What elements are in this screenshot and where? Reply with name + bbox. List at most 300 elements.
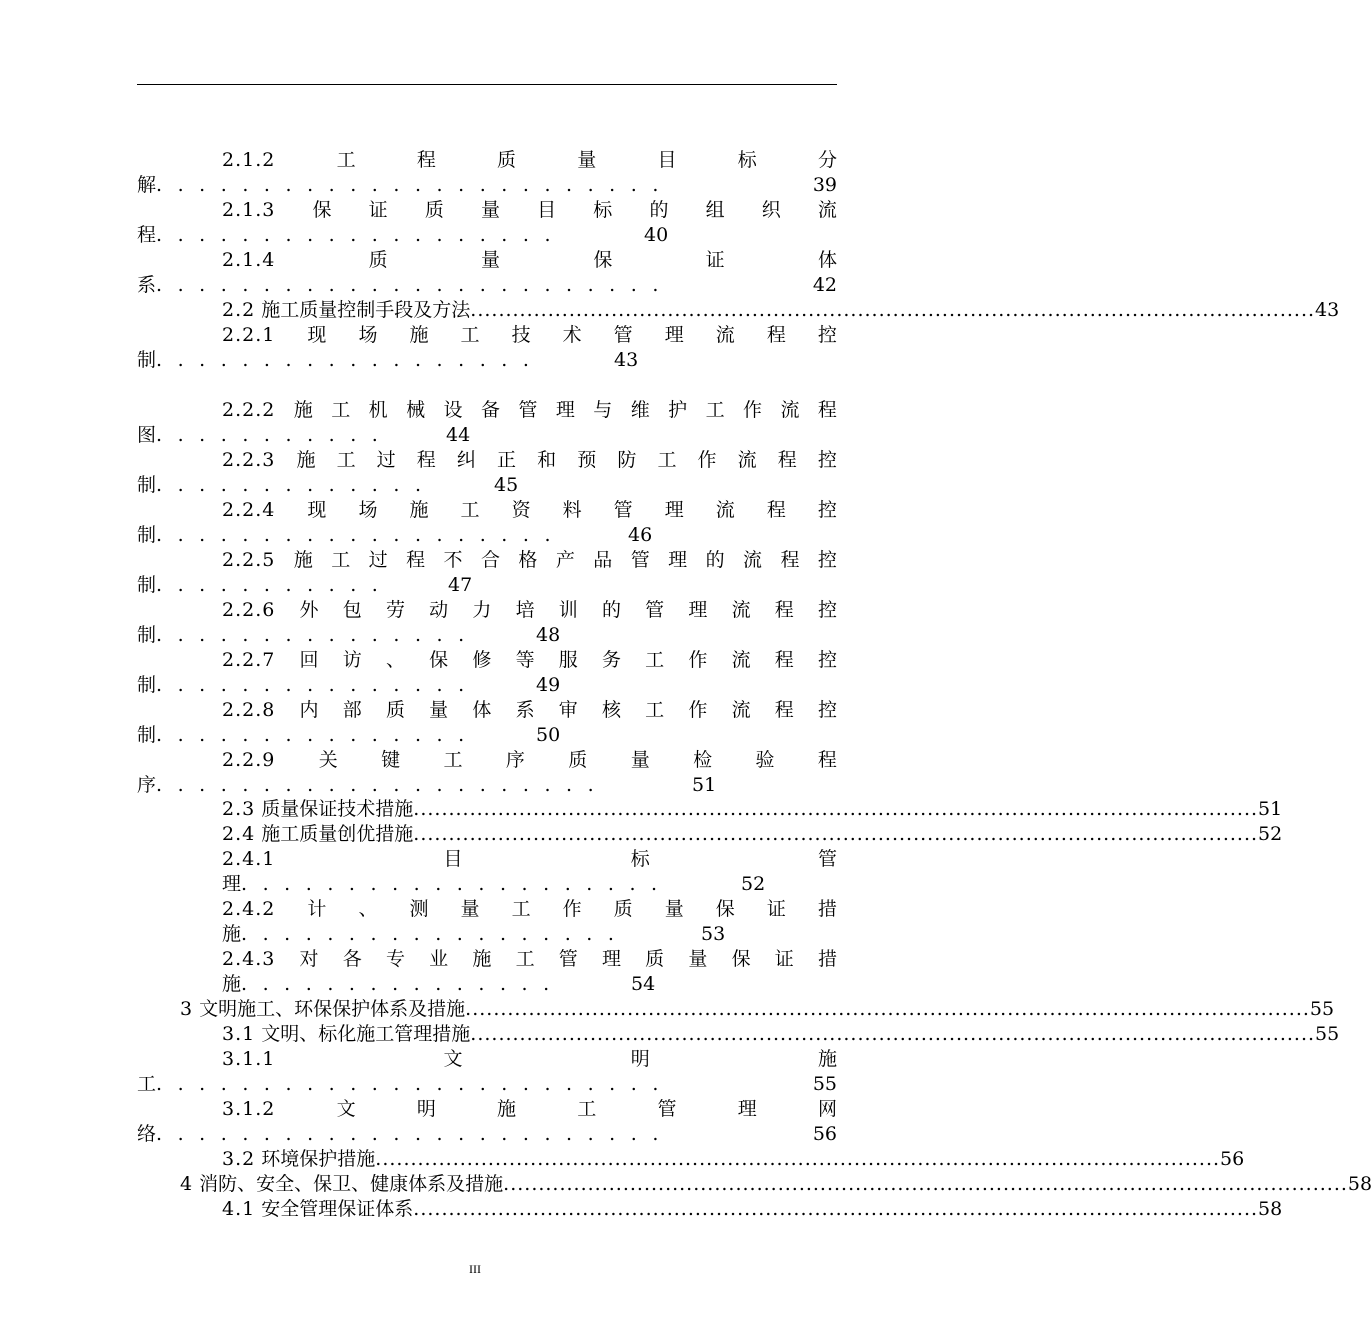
toc-entry-title-line[interactable] [222,648,837,673]
toc-entry-leader-line[interactable] [137,473,518,498]
title-char: 理 [737,1098,757,1120]
section-number: 4.1 [222,1198,256,1220]
title-char: 目 [657,149,677,171]
title-char: 程 [406,549,426,571]
title-char: 工 [577,1098,597,1120]
title-char: 工 [515,948,535,970]
dot-leader: . . . . . . . . . . . . . . . . . . . [156,224,551,246]
title-char: 修 [472,649,492,671]
title-char: 保 [715,898,735,920]
section-number: 2.4.3 [222,948,276,970]
title-char: 和 [537,449,557,471]
toc-entry-leader-line[interactable] [137,673,560,698]
title-char: 流 [780,399,800,421]
page-number-ref: 55 [812,1073,837,1095]
toc-entry-leader-line[interactable] [137,1122,837,1147]
title-char: 计 [307,898,327,920]
title-char: 理 [664,324,684,346]
title-char: 合 [480,549,500,571]
title-char: 流 [817,199,837,221]
section-number: 2.2.6 [222,599,276,621]
section-number: 2.2.1 [222,324,276,346]
title-char: 对 [299,948,319,970]
toc-entry-title-line[interactable] [222,1047,837,1072]
title-char: 现 [307,499,327,521]
page-number: III [469,1262,481,1276]
page-number-ref: 53 [701,923,726,945]
title-char: 验 [755,749,775,771]
dot-leader: . . . . . . . . . . . [156,574,378,596]
title-char: 工 [443,749,463,771]
title-char: 质 [368,249,388,271]
section-number: 3.1.2 [222,1098,276,1120]
toc-entry-title-line[interactable] [222,897,837,922]
page-number-ref: 56 [1220,1148,1245,1170]
page-number-ref: 43 [614,349,639,371]
title-char: 正 [497,449,517,471]
toc-entry-line[interactable] [180,997,1335,1022]
title-char: 程 [766,499,786,521]
title-char: 施 [296,449,316,471]
toc-entry-title-line[interactable] [222,548,837,573]
toc-entry-title-line[interactable] [222,248,837,273]
title-char: 控 [817,549,837,571]
section-number: 2.4.1 [222,848,276,870]
section-number: 2.2.9 [222,749,276,771]
title-char: 专 [385,948,405,970]
title-char: 务 [601,649,621,671]
title-char: 管 [630,549,650,571]
dot-leader: . . . . . . . . . . . . . . . [241,973,550,995]
section-number: 2.2.7 [222,649,276,671]
title-char: 作 [743,399,763,421]
title-char: 外 [299,599,319,621]
toc-entry-line[interactable] [180,1172,1372,1197]
title-char: 管 [657,1098,677,1120]
dot-leader: . . . . . . . . . . . . . . . . . . . . . [156,774,594,796]
title-char: 纠 [456,449,476,471]
toc-entry-continuation: 络 [137,1123,157,1145]
title-char: 管 [613,499,633,521]
dot-leader: . . . . . . . . . . . . . . . . . . [156,349,529,371]
toc-entry-continuation: 制 [137,349,157,371]
title-char: 管 [817,848,837,870]
title-char: 护 [668,399,688,421]
toc-entry-title-line[interactable] [222,498,837,523]
title-char: 质 [645,948,665,970]
title-char: 预 [577,449,597,471]
page-number-ref: 45 [494,474,519,496]
toc-entry-title-line[interactable] [222,398,837,423]
title-char: 明 [630,1048,650,1070]
title-char: 保 [593,249,613,271]
toc-entry-title-line[interactable] [222,947,837,972]
page-number-ref: 44 [446,424,471,446]
title-char: 施 [817,1048,837,1070]
title-char: 与 [593,399,613,421]
title-char: 包 [342,599,362,621]
toc-entry-continuation: 图 [137,424,157,446]
dot-leader: . . . . . . . . . . . . . . . . . . . . . . . . [156,1073,659,1095]
title-char: 作 [697,449,717,471]
title-char: 技 [511,324,531,346]
title-char: 证 [774,948,794,970]
dot-leader: . . . . . . . . . . . . . . . . . . . . . . . . [156,274,659,296]
title-char: 管 [613,324,633,346]
title-char: 动 [429,599,449,621]
toc-entry-title-line[interactable] [222,748,837,773]
toc-entry-line[interactable] [222,797,1283,822]
toc-entry-continuation: 制 [137,474,157,496]
title-char: 流 [715,324,735,346]
title-char: 量 [664,898,684,920]
page-number-ref: 52 [1258,823,1283,845]
title-char: 工 [645,649,665,671]
title-char: 施 [409,324,429,346]
section-number: 3 [180,998,194,1020]
page-number-ref: 50 [536,724,561,746]
title-char: 访 [342,649,362,671]
title-char: 控 [817,699,837,721]
title-char: 措 [817,948,837,970]
title-char: 量 [480,199,500,221]
title-char: 关 [318,749,338,771]
toc-entry-continuation: 制 [137,524,157,546]
toc-entry-continuation: 理 [222,873,242,895]
toc-entry-leader-line[interactable] [137,423,470,448]
page-number-ref: 56 [812,1123,837,1145]
section-number: 2.2.4 [222,499,276,521]
page-number-ref: 46 [628,524,653,546]
toc-entry-continuation: 工 [137,1073,157,1095]
title-char: 作 [688,699,708,721]
title-char: 训 [558,599,578,621]
dot-leader: ........................................................................................................................ [375,1148,1221,1170]
toc-entry-title: 消防、安全、保卫、健康体系及措施 [199,1173,504,1195]
dot-leader: . . . . . . . . . . . [156,424,378,446]
toc-entry-leader-line[interactable] [137,773,716,798]
page-number-ref: 40 [644,224,669,246]
title-char: 程 [817,399,837,421]
title-char: 文 [443,1048,463,1070]
section-number: 2.1.4 [222,249,276,271]
title-char: 流 [731,699,751,721]
title-char: 理 [601,948,621,970]
title-char: 场 [358,499,378,521]
title-char: 现 [307,324,327,346]
title-char: 施 [293,549,313,571]
toc-entry-leader-line[interactable] [137,273,837,298]
page-number-ref: 54 [631,973,656,995]
section-number: 2.1.3 [222,199,276,221]
title-char: 措 [817,898,837,920]
title-char: 核 [601,699,621,721]
title-char: 分 [817,149,837,171]
toc-entry-leader-line[interactable] [137,173,837,198]
title-char: 施 [472,948,492,970]
title-char: 量 [429,699,449,721]
title-char: 施 [293,399,313,421]
toc-entry-title: 施工质量创优措施 [261,823,414,845]
title-char: 工 [511,898,531,920]
title-char: 工 [336,449,356,471]
toc-entry-title-line[interactable] [222,323,837,348]
title-char: 工 [657,449,677,471]
dot-leader: ........................................................................................................................ [470,299,1316,321]
title-char: 培 [515,599,535,621]
title-char: 械 [406,399,426,421]
section-number: 2.4.2 [222,898,276,920]
toc-entry-continuation: 序 [137,774,157,796]
title-char: 目 [443,848,463,870]
toc-entry-leader-line[interactable] [222,872,765,897]
page-number-ref: 47 [448,574,473,596]
toc-entry-continuation: 施 [222,923,242,945]
toc-entry-title-line[interactable] [222,698,837,723]
title-char: 机 [368,399,388,421]
toc-entry-leader-line[interactable] [137,723,560,748]
title-char: 质 [497,149,517,171]
title-char: 织 [761,199,781,221]
title-char: 产 [555,549,575,571]
section-number: 2.4 [222,823,256,845]
title-char: 工 [705,399,725,421]
dot-leader: ........................................................................................................................ [503,1173,1348,1195]
title-char: 服 [558,649,578,671]
title-char: 标 [630,848,650,870]
toc-entry-continuation: 制 [137,724,157,746]
dot-leader: . . . . . . . . . . . . . . . . . . . . . . . . [156,1123,659,1145]
toc-entry-title-line[interactable] [222,148,837,173]
title-char: 不 [443,549,463,571]
toc-entry-leader-line[interactable] [137,1072,837,1097]
title-char: 内 [299,699,319,721]
title-char: 业 [429,948,449,970]
page-number-ref: 48 [536,624,561,646]
title-char: 品 [593,549,613,571]
title-char: 保 [312,199,332,221]
toc-entry-line[interactable] [222,822,1283,847]
title-char: 工 [460,324,480,346]
title-char: 保 [429,649,449,671]
title-char: 的 [601,599,621,621]
toc-entry-continuation: 解 [137,174,157,196]
title-char: 程 [774,649,794,671]
toc-entry-line[interactable] [222,1147,1245,1172]
toc-entry-title: 文明、标化施工管理措施 [261,1023,471,1045]
title-char: 工 [460,499,480,521]
title-char: 程 [780,549,800,571]
dot-leader: . . . . . . . . . . . . . . . [156,624,465,646]
title-char: 流 [731,599,751,621]
title-char: 部 [342,699,362,721]
title-char: 文 [336,1098,356,1120]
toc-entry-title-line[interactable] [222,1097,837,1122]
title-char: 标 [737,149,757,171]
title-char: 资 [511,499,531,521]
title-char: 程 [416,149,436,171]
title-char: 控 [817,449,837,471]
title-char: 过 [368,549,388,571]
title-char: 理 [555,399,575,421]
title-char: 力 [472,599,492,621]
section-number: 2.2.2 [222,399,276,421]
title-char: 网 [817,1098,837,1120]
title-char: 理 [668,549,688,571]
section-number: 2.2.8 [222,699,276,721]
title-char: 键 [381,749,401,771]
toc-entry-continuation: 程 [137,224,157,246]
toc-entry-continuation: 系 [137,274,157,296]
title-char: 质 [568,749,588,771]
title-char: 证 [766,898,786,920]
toc-entry-leader-line[interactable] [137,623,560,648]
title-char: 证 [705,249,725,271]
title-char: 工 [336,149,356,171]
section-number: 2.3 [222,798,256,820]
title-char: 系 [515,699,535,721]
dot-leader: ........................................................................................................................ [413,1198,1259,1220]
title-char: 量 [688,948,708,970]
toc-entry-line[interactable] [222,1197,1283,1222]
section-number: 2.2 [222,299,256,321]
title-char: 量 [577,149,597,171]
toc-entry-title-line[interactable] [222,847,837,872]
title-char: 工 [331,549,351,571]
title-char: 控 [817,599,837,621]
title-char: 施 [497,1098,517,1120]
page-number-ref: 58 [1258,1198,1283,1220]
dot-leader: . . . . . . . . . . . . . . . [156,674,465,696]
title-char: 目 [537,199,557,221]
toc-entry-continuation: 制 [137,674,157,696]
title-char: 理 [688,599,708,621]
section-number: 3.1 [222,1023,256,1045]
title-char: 控 [817,499,837,521]
title-char: 各 [342,948,362,970]
title-char: 施 [409,499,429,521]
toc-entry-line[interactable] [222,298,1340,323]
title-char: 备 [480,399,500,421]
toc-entry-leader-line[interactable] [137,348,638,373]
title-char: 过 [376,449,396,471]
page-number-ref: 55 [1309,998,1335,1020]
page-number-ref: 58 [1347,1173,1372,1195]
dot-leader: . . . . . . . . . . . . . . . . . . . . [241,873,658,895]
title-char: 流 [715,499,735,521]
title-char: 工 [331,399,351,421]
section-number: 2.1.2 [222,149,276,171]
dot-leader: ........................................................................................................................ [413,823,1259,845]
title-char: 体 [817,249,837,271]
toc-entry-title: 文明施工、环保保护体系及措施 [199,998,466,1020]
title-char: 测 [409,898,429,920]
title-char: 序 [505,749,525,771]
page-number-ref: 42 [812,274,837,296]
dot-leader: ........................................................................................................................ [470,1023,1316,1045]
title-char: 流 [743,549,763,571]
title-char: 管 [645,599,665,621]
toc-entry-title-line[interactable] [222,598,837,623]
title-char: 程 [416,449,436,471]
dot-leader: ........................................................................................................................ [465,998,1310,1020]
dot-leader: . . . . . . . . . . . . . . . [156,724,465,746]
title-char: 的 [705,549,725,571]
page-number-ref: 51 [1258,798,1283,820]
title-char: 流 [731,649,751,671]
title-char: 程 [774,599,794,621]
title-char: 管 [558,948,578,970]
toc-entry-title: 质量保证技术措施 [261,798,414,820]
title-char: 量 [460,898,480,920]
dot-leader: . . . . . . . . . . . . . . . . . . [241,923,614,945]
title-char: 质 [424,199,444,221]
toc-entry-line[interactable] [222,1022,1340,1047]
title-char: 理 [664,499,684,521]
page-number-ref: 39 [812,174,837,196]
toc-entry-leader-line[interactable] [137,523,652,548]
title-char: 、 [358,898,378,920]
title-char: 程 [777,449,797,471]
title-char: 控 [817,324,837,346]
title-char: 防 [617,449,637,471]
title-char: 维 [630,399,650,421]
title-char: 回 [299,649,319,671]
page-number-ref: 51 [692,774,717,796]
title-char: 组 [705,199,725,221]
page-number-ref: 52 [741,873,766,895]
title-char: 检 [693,749,713,771]
toc-entry-title-line[interactable] [222,198,837,223]
title-char: 术 [562,324,582,346]
title-char: 量 [630,749,650,771]
title-char: 的 [649,199,669,221]
toc-entry-leader-line[interactable] [222,972,655,997]
dot-leader: . . . . . . . . . . . . . [156,474,422,496]
dot-leader: . . . . . . . . . . . . . . . . . . . . . . . . [156,174,659,196]
title-char: 管 [518,399,538,421]
title-char: 程 [817,749,837,771]
page-number-ref: 43 [1315,299,1340,321]
toc-entry-leader-line[interactable] [137,573,472,598]
title-char: 明 [416,1098,436,1120]
title-char: 保 [731,948,751,970]
title-char: 设 [443,399,463,421]
title-char: 证 [368,199,388,221]
toc-entry-continuation: 制 [137,574,157,596]
title-char: 作 [688,649,708,671]
title-char: 、 [385,649,405,671]
section-number: 3.1.1 [222,1048,276,1070]
section-number: 4 [180,1173,194,1195]
title-char: 等 [515,649,535,671]
toc-entry-leader-line[interactable] [222,922,725,947]
section-number: 2.2.5 [222,549,276,571]
title-char: 程 [774,699,794,721]
toc-entry-title: 安全管理保证体系 [261,1198,414,1220]
toc-entry-title-line[interactable] [222,448,837,473]
title-char: 格 [518,549,538,571]
toc-entry-continuation: 制 [137,624,157,646]
toc-entry-leader-line[interactable] [137,223,668,248]
title-char: 工 [645,699,665,721]
section-number: 3.2 [222,1148,256,1170]
title-char: 标 [593,199,613,221]
title-char: 控 [817,649,837,671]
title-char: 作 [562,898,582,920]
title-char: 程 [766,324,786,346]
page-number-ref: 55 [1315,1023,1340,1045]
